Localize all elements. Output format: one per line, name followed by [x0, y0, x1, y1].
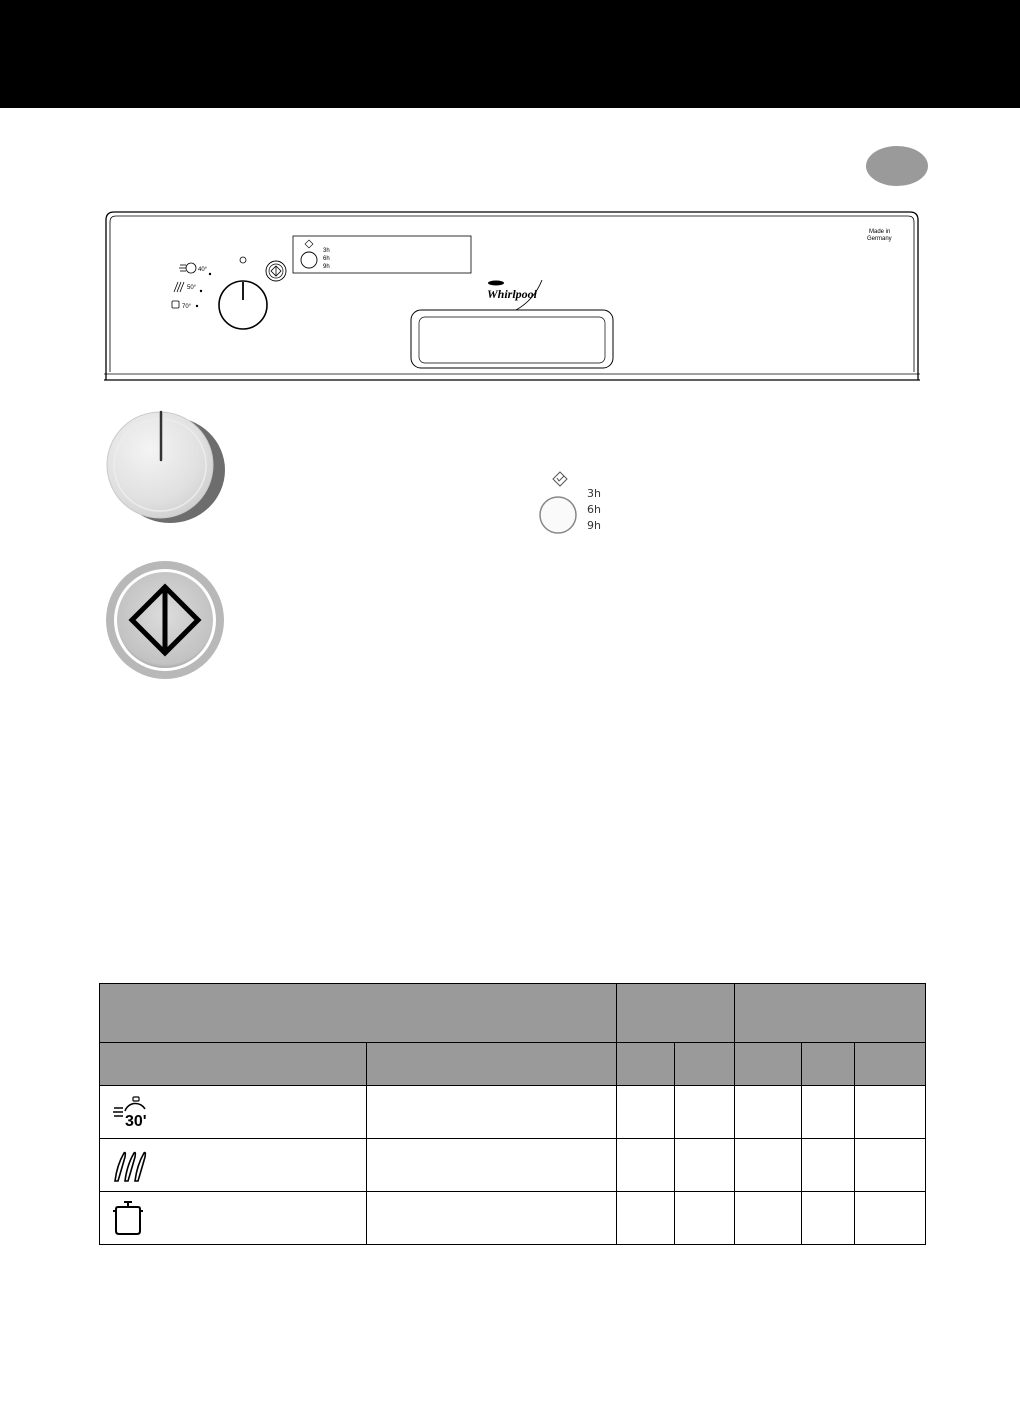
- table-row: [100, 1139, 926, 1192]
- header-col-3: [617, 1043, 675, 1086]
- delay-9h-small: 9h: [323, 264, 330, 270]
- table-cell: [617, 1086, 675, 1139]
- row-icon-cell: [100, 1086, 367, 1139]
- table-cell: [802, 1086, 855, 1139]
- header-col-7: [855, 1043, 926, 1086]
- table-cell: [802, 1139, 855, 1192]
- table-cell: [617, 1139, 675, 1192]
- temp-70-label: 70°: [182, 304, 192, 310]
- table-cell: [675, 1139, 735, 1192]
- program-knob-illustration: [104, 408, 234, 533]
- row-icon-cell: [100, 1192, 367, 1245]
- table-cell: [366, 1139, 617, 1192]
- table-cell: [366, 1192, 617, 1245]
- header-col-1: [100, 1043, 367, 1086]
- table-cell: [735, 1192, 802, 1245]
- delay-3h-small: 3h: [323, 248, 330, 254]
- row-icon-cell: [100, 1139, 367, 1192]
- header-group-a: [617, 984, 735, 1043]
- temp-50-label: 50°: [187, 285, 197, 291]
- start-button-illustration: [104, 560, 230, 687]
- made-in-line1: Made in: [869, 229, 891, 235]
- brand-logo: [487, 280, 542, 310]
- quick-program-icon: [179, 263, 196, 273]
- quick-30-label: 30': [125, 1113, 147, 1129]
- control-panel-illustration: [104, 210, 920, 382]
- glasses-icon: [112, 1145, 152, 1185]
- delay-3h: 3h: [587, 487, 601, 500]
- top-black-bar: [0, 0, 1020, 108]
- start-button-small: [266, 261, 286, 281]
- header-col-4: [675, 1043, 735, 1086]
- door-handle: [411, 310, 613, 368]
- pot-program-icon: [172, 301, 179, 308]
- table-cell: [366, 1086, 617, 1139]
- language-badge: [866, 146, 928, 186]
- indicator-light: [240, 257, 246, 263]
- table-cell: [675, 1192, 735, 1245]
- made-in-line2: Germany: [867, 236, 892, 242]
- delay-6h-small: 6h: [323, 256, 330, 262]
- delay-9h: 9h: [587, 519, 601, 532]
- header-col-2: [366, 1043, 617, 1086]
- delay-6h: 6h: [587, 503, 601, 516]
- temp-40-label: 40°: [198, 267, 208, 273]
- delay-button-small: [301, 252, 317, 268]
- table-cell: [855, 1086, 926, 1139]
- glasses-program-icon: [174, 282, 184, 292]
- table-cell: [735, 1086, 802, 1139]
- pot-icon: [112, 1199, 152, 1237]
- delay-display-box: [293, 236, 471, 273]
- table-cell: [617, 1192, 675, 1245]
- table-cell: [735, 1139, 802, 1192]
- quick-30-icon: [112, 1095, 152, 1129]
- table-cell: [855, 1139, 926, 1192]
- header-programs: [100, 984, 617, 1043]
- table-cell: [855, 1192, 926, 1245]
- program-table: [99, 983, 926, 1245]
- header-group-b: [735, 984, 926, 1043]
- table-cell: [675, 1086, 735, 1139]
- program-knob-small: [219, 281, 267, 329]
- table-cell: [802, 1192, 855, 1245]
- table-row: [100, 1086, 926, 1139]
- header-col-6: [802, 1043, 855, 1086]
- header-col-5: [735, 1043, 802, 1086]
- table-header-row-1: [100, 984, 926, 1043]
- table-row: [100, 1192, 926, 1245]
- delay-start-illustration: [536, 470, 616, 540]
- brand-name: Whirlpool: [487, 287, 538, 301]
- table-header-row-2: [100, 1043, 926, 1086]
